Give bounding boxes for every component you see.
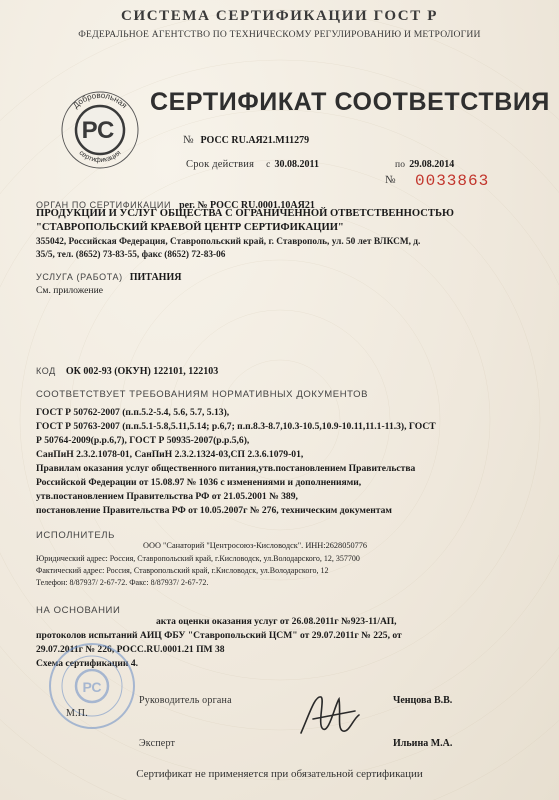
svg-text:РС: РС	[82, 679, 102, 695]
conformity-line: Р 50764-2009(р.р.6,7), ГОСТ Р 50935-2007(р.р.5,6),	[36, 435, 250, 446]
footer-note: Сертификат не применяется при обязательной сертификации	[136, 768, 423, 780]
conformity-line: ГОСТ Р 50763-2007 (п.п.5.1-5.8,5.11,5.14; р.6,7; п.п.8.3-8.7,10.3-10.5,10.9-10.11,11.1-11.3), ГОСТ	[36, 421, 436, 432]
executor-label: ИСПОЛНИТЕЛЬ	[36, 530, 115, 541]
validity-to: по 29.08.2014	[395, 159, 455, 170]
system-heading: СИСТЕМА СЕРТИФИКАЦИИ ГОСТ Р	[121, 8, 438, 24]
gost-r-logo	[60, 90, 140, 170]
basis-line: протоколов испытаний АИЦ ФБУ "Ставропольский ЦСМ" от 29.07.2011г № 225, от	[36, 630, 402, 641]
validity-period: Срок действия с 30.08.2011	[186, 159, 319, 170]
agency-heading: ФЕДЕРАЛЬНОЕ АГЕНТСТВО ПО ТЕХНИЧЕСКОМУ РЕГУЛИРОВАНИЮ И МЕТРОЛОГИИ	[78, 29, 481, 40]
code-value: ОК 002-93 (ОКУН) 122101, 122103	[65, 366, 219, 377]
basis-line: акта оценки оказания услуг от 26.08.2011г №923-11/АП,	[156, 616, 397, 627]
conformity-line: Правилам оказания услуг общественного питания,утв.постановлением Правительства	[36, 463, 416, 474]
service-value: ПИТАНИЯ	[129, 272, 182, 283]
conformity-line: Российской Федерации от 15.08.97 № 1036 с изменениями и дополнениями,	[36, 477, 362, 488]
expert-label: Эксперт	[139, 738, 176, 749]
conformity-line: СанПиН 2.3.2.1078-01, СанПиН 2.3.2.1324-03,СП 2.3.6.1079-01,	[36, 449, 304, 460]
signature	[295, 685, 365, 747]
conformity-line: утв.постановлением Правительства РФ от 21.05.2001 № 389,	[36, 491, 298, 502]
head-name: Ченцова В.В.	[393, 695, 453, 706]
organ-address-2: 35/5, тел. (8652) 73-83-55, факс (8652) 72-83-06	[36, 250, 226, 260]
svg-text:РС: РС	[81, 117, 115, 144]
organ-name-2: "СТАВРОПОЛЬСКИЙ КРАЕВОЙ ЦЕНТР СЕРТИФИКАЦИИ"	[36, 222, 344, 233]
organ-label: ОРГАН ПО СЕРТИФИКАЦИИ	[36, 200, 172, 210]
organ-name-1: ПРОДУКЦИИ И УСЛУГ ОБЩЕСТВА С ОГРАНИЧЕННОЙ ОТВЕТСТВЕННОСТЬЮ	[36, 208, 454, 219]
code-label: КОД	[36, 366, 56, 376]
executor-line: Фактический адрес: Россия, Ставропольский край, г.Кисловодск, ул.Володарского, 12	[36, 566, 329, 575]
logo-top-text: Добровольная	[71, 90, 129, 111]
executor-line: Телефон: 8/87937/ 2-67-72. Факс: 8/87937/ 2-67-72.	[36, 578, 209, 587]
basis-label: НА ОСНОВАНИИ	[36, 605, 121, 616]
logo-bottom-text: сертификация	[77, 149, 123, 165]
seal-stamp	[48, 642, 136, 730]
serial-label: №	[385, 174, 396, 186]
certificate-number: № РОСС RU.АЯ21.М11279	[183, 134, 310, 146]
organ-address-1: 355042, Российская Федерация, Ставропольский край, г. Ставрополь, ул. 50 лет ВЛКСМ, д.	[36, 237, 421, 247]
basis-line: 29.07.2011г № 226, РОСС.RU.0001.21 ПМ 38	[36, 644, 225, 655]
serial-number: 0033863	[415, 172, 490, 190]
conformity-line: ГОСТ Р 50762-2007 (п.п.5.2-5.4, 5.6, 5.7, 5.13),	[36, 407, 230, 418]
mp-label: М.П.	[66, 708, 88, 719]
basis-line: Схема сертификации 4.	[36, 658, 139, 669]
head-label: Руководитель органа	[139, 695, 232, 706]
conformity-line: постановление Правительства РФ от 10.05.2007г № 276, техническим документам	[36, 505, 392, 516]
service-line	[36, 267, 181, 285]
conformity-label: СООТВЕТСТВУЕТ ТРЕБОВАНИЯМ НОРМАТИВНЫХ ДОКУМЕНТОВ	[36, 389, 369, 400]
code-line	[36, 361, 218, 379]
executor-line: ООО "Санаторий "Центросоюз-Кисловодск". ИНН:2628050776	[143, 541, 368, 550]
organ-reg: рег. № РОСС RU.0001.10АЯ21	[179, 200, 315, 211]
executor-line: Юридический адрес: Россия, Ставропольский край, г.Кисловодск, ул.Володарского, 12, 357700	[36, 554, 360, 563]
certificate-title: СЕРТИФИКАТ СООТВЕТСТВИЯ	[150, 88, 550, 116]
expert-name: Ильина М.А.	[393, 738, 453, 749]
service-description: См. приложение	[36, 285, 103, 296]
service-label: УСЛУГА (РАБОТА)	[36, 272, 123, 282]
